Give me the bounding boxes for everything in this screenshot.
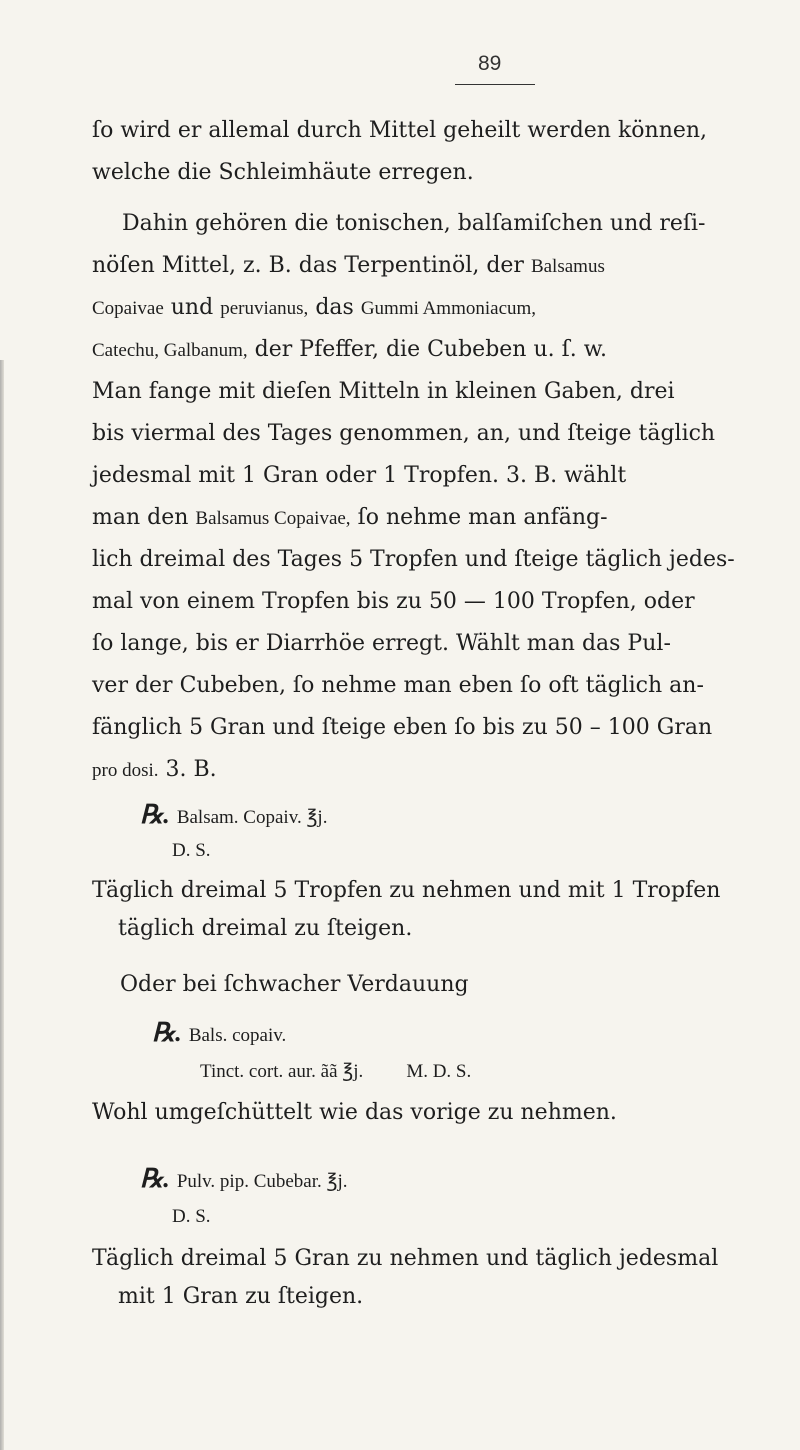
recipe-instruction: mit 1 Gran zu ſteigen. [118, 1284, 364, 1309]
text-span: der Pfeffer, die Cubeben u. ſ. w. [254, 337, 607, 362]
page-number: 89 [478, 52, 502, 75]
recipe-signature: D. S. [172, 1206, 211, 1227]
recipe-symbol: ℞. [152, 1018, 182, 1047]
text-line: bis viermal des Tages genommen, an, und ſteige täglich [92, 421, 716, 446]
recipe-instruction: Täglich dreimal 5 Gran zu nehmen und täglich jedesmal [92, 1246, 719, 1271]
latin-term: Copaivae [92, 298, 164, 319]
recipe-ingredient: Pulv. pip. Cubebar. ℥j. [176, 1171, 348, 1192]
latin-term: Catechu, Galbanum, [92, 340, 248, 361]
recipe-symbol: ℞. [140, 800, 170, 829]
text-line: lich dreimal des Tages 5 Tropfen und ſteige täglich jedes- [92, 547, 735, 572]
recipe-ingredient: Balsam. Copaiv. ℥j. [176, 807, 328, 828]
text-line: ſo lange, bis er Diarrhöe erregt. Wählt man das Pul- [92, 631, 671, 656]
text-line: ver der Cubeben, ſo nehme man eben ſo oft täglich an- [92, 673, 704, 698]
text-span: man den [92, 505, 189, 530]
text-line: mal von einem Tropfen bis zu 50 — 100 Tropfen, oder [92, 589, 695, 614]
recipe-symbol: ℞. [140, 1164, 170, 1193]
recipe-ingredient-line [140, 800, 327, 830]
text-span: 3. B. wählt [506, 463, 627, 488]
recipe-ingredient-line [152, 1018, 286, 1048]
recipe-ingredient: Bals. copaiv. [188, 1025, 287, 1046]
latin-term: Balsamus Copaivae, [195, 508, 351, 529]
recipe-ingredient: Tinct. cort. aur. ãã ℥j. [200, 1061, 364, 1082]
alternative-line: Oder bei ſchwacher Verdauung [120, 972, 469, 997]
recipe-ingredient-line [200, 1058, 471, 1083]
text-span: und [170, 295, 214, 320]
text-span: ſo nehme man anfäng- [357, 505, 608, 530]
text-line [92, 253, 605, 278]
text-span: jedesmal mit 1 Gran oder 1 Tropfen. [92, 463, 500, 488]
recipe-instruction: Wohl umgeſchüttelt wie das vorige zu nehmen. [92, 1100, 617, 1125]
text-line: Dahin gehören die tonischen, balſamiſchen und reſi- [122, 211, 706, 236]
text-line: fänglich 5 Gran und ſteige eben ſo bis zu 50 – 100 Gran [92, 715, 713, 740]
latin-term: pro dosi. [92, 760, 159, 781]
text-span: das [315, 295, 354, 320]
text-line [92, 757, 217, 782]
latin-term: Balsamus [530, 256, 605, 277]
text-line [92, 295, 536, 320]
text-line [92, 505, 608, 530]
page-number-rule [455, 84, 535, 85]
recipe-signature: D. S. [172, 840, 211, 861]
text-line [92, 463, 626, 488]
recipe-ingredient-line [140, 1164, 348, 1194]
text-line: Man fange mit dieſen Mitteln in kleinen Gaben, drei [92, 379, 675, 404]
recipe-signature: M. D. S. [406, 1061, 472, 1082]
page-gutter-shadow [0, 360, 4, 1450]
text-span: nöſen Mittel, z. B. das Terpentinöl, der [92, 253, 524, 278]
text-span: 3. B. [165, 757, 217, 782]
recipe-instruction: täglich dreimal zu ſteigen. [118, 916, 413, 941]
latin-term: Gummi Ammoniacum, [360, 298, 537, 319]
latin-term: peruvianus, [220, 298, 309, 319]
recipe-instruction: Täglich dreimal 5 Tropfen zu nehmen und mit 1 Tropfen [92, 878, 721, 903]
text-line [92, 337, 607, 362]
text-line: ſo wird er allemal durch Mittel geheilt werden können, [92, 118, 708, 143]
text-line: welche die Schleimhäute erregen. [92, 160, 474, 185]
